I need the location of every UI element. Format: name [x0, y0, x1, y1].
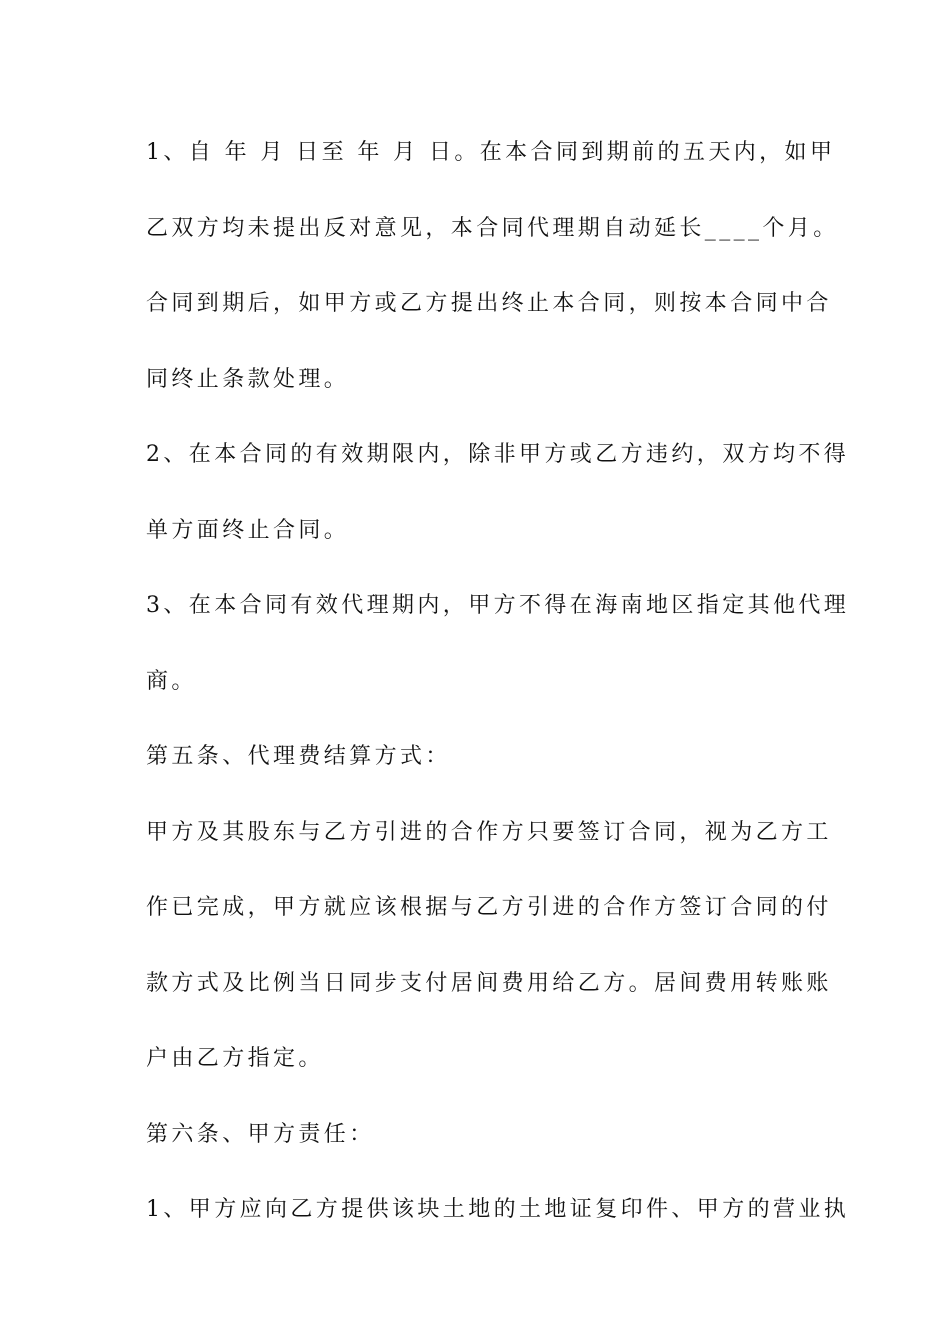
paragraph-line: 单方面终止合同。 [146, 517, 350, 543]
paragraph-line: 同终止条款处理。 [146, 366, 350, 392]
paragraph-line: 2、在本合同的有效期限内，除非甲方或乙方违约，双方均不得 [146, 442, 850, 467]
section-heading: 第六条、甲方责任： [146, 1121, 375, 1147]
paragraph-line: 甲方及其股东与乙方引进的合作方只要签订合同，视为乙方工 [146, 819, 832, 845]
paragraph-line: 合同到期后，如甲方或乙方提出终止本合同，则按本合同中合 [146, 291, 832, 316]
section-heading: 第五条、代理费结算方式： [146, 744, 451, 769]
paragraph-line: 户由乙方指定。 [146, 1046, 324, 1071]
paragraph-line: 商。 [146, 668, 197, 694]
paragraph-line: 1、甲方应向乙方提供该块土地的土地证复印件、甲方的营业执 [146, 1197, 850, 1222]
document-body [146, 125, 850, 1258]
paragraph-line: 款方式及比例当日同步支付居间费用给乙方。居间费用转账账 [146, 970, 832, 996]
paragraph-line: 乙双方均未提出反对意见，本合同代理期自动延长____个月。 [146, 215, 839, 241]
paragraph-line: 作已完成，甲方就应该根据与乙方引进的合作方签订合同的付 [146, 895, 832, 920]
paragraph-line: 3、在本合同有效代理期内，甲方不得在海南地区指定其他代理 [146, 593, 850, 618]
paragraph-line: 1、自 年 月 日至 年 月 日。在本合同到期前的五天内，如甲 [146, 140, 836, 165]
